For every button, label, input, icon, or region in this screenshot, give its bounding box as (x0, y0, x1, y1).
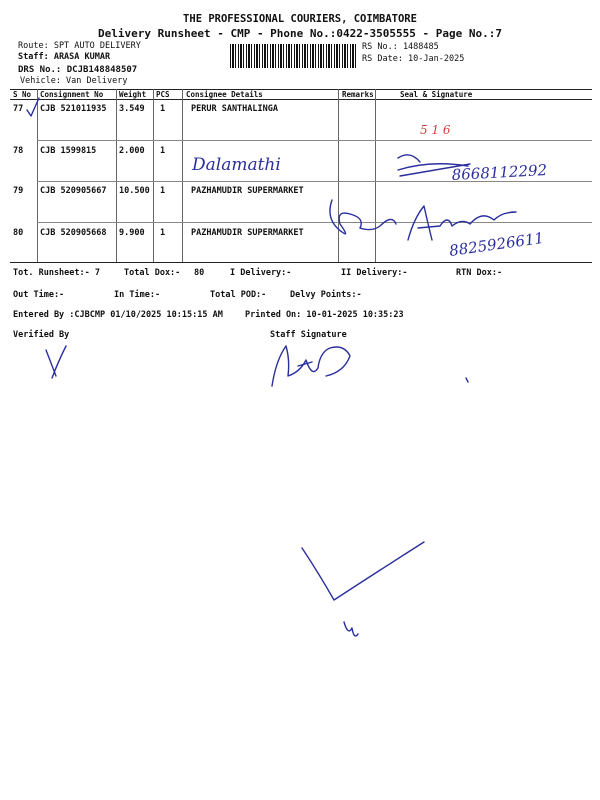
tot-runsheet: Tot. Runsheet:- 7 (13, 268, 100, 278)
row-weight: 9.900 (119, 228, 145, 238)
row-pcs: 1 (160, 104, 166, 114)
row-weight: 2.000 (119, 146, 145, 156)
company-title: THE PROFESSIONAL COURIERS, COIMBATORE (183, 13, 417, 25)
row-pcs: 1 (160, 146, 166, 156)
row-consignee: PAZHAMUDIR SUPERMARKET (191, 186, 304, 196)
col-header-consignee: Consignee Details (186, 90, 263, 99)
staff-signature-label: Staff Signature (270, 330, 347, 340)
row-sno: 79 (13, 186, 24, 196)
rs-number: RS No.: 1488485 (362, 42, 439, 52)
col-header-weight: Weight (119, 90, 147, 99)
verified-by-label: Verified By (13, 330, 70, 340)
staff-signature (272, 346, 350, 386)
handwritten-phone-78: 8668112292 (451, 161, 548, 184)
remarks-signature (330, 200, 396, 234)
row-consignment: CJB 520905668 (40, 228, 107, 238)
ii-delivery: II Delivery:- (341, 268, 408, 278)
delvy-points: Delvy Points:- (290, 290, 362, 300)
check-mark-icon (27, 98, 39, 116)
stray-mark (466, 378, 468, 382)
handwritten-name: Dalamathi (192, 155, 281, 175)
row-consignment: CJB 520905667 (40, 186, 107, 196)
rtn-dox: RTN Dox:- (456, 268, 503, 278)
red-note: 5 1 6 (420, 123, 451, 137)
total-pod: Total POD:- (210, 290, 267, 300)
total-dox-label: Total Dox:- (124, 268, 181, 278)
stray-pen-stroke (302, 542, 424, 600)
row-sno: 77 (13, 104, 24, 114)
vehicle-text: Vehicle: Van Delivery (20, 76, 128, 86)
handwritten-phone-80: 8825926611 (448, 228, 546, 260)
runsheet-subtitle: Delivery Runsheet - CMP - Phone No.:0422-3505555 - Page No.:7 (98, 27, 502, 40)
verified-mark (46, 346, 66, 378)
stray-pen-stroke (344, 622, 358, 636)
row-sno: 78 (13, 146, 24, 156)
row-weight: 10.500 (119, 186, 150, 196)
col-header-seal: Seal & Signature (400, 90, 473, 99)
route-text: Route: SPT AUTO DELIVERY (18, 41, 141, 51)
out-time: Out Time:- (13, 290, 65, 300)
row-pcs: 1 (160, 186, 166, 196)
row-pcs: 1 (160, 228, 166, 238)
row-consignment: CJB 521011935 (40, 104, 107, 114)
i-delivery: I Delivery:- (230, 268, 292, 278)
row-sno: 80 (13, 228, 24, 238)
row-consignee: PERUR SANTHALINGA (191, 104, 278, 114)
col-header-consignment: Consignment No (40, 90, 104, 99)
printed-on: Printed On: 10-01-2025 10:35:23 (245, 310, 404, 320)
row-consignee: PAZHAMUDIR SUPERMARKET (191, 228, 304, 238)
staff-text: Staff: ARASA KUMAR (18, 52, 111, 62)
row-weight: 3.549 (119, 104, 145, 114)
row-consignment: CJB 1599815 (40, 146, 97, 156)
col-header-remarks: Remarks (342, 90, 374, 99)
entered-by: Entered By :CJBCMP 01/10/2025 10:15:15 AM (13, 310, 223, 320)
col-header-sno: S No (13, 90, 32, 99)
rs-date: RS Date: 10-Jan-2025 (362, 54, 465, 64)
col-header-pcs: PCS (156, 90, 170, 99)
total-dox-value: 80 (194, 268, 205, 278)
drs-number: DRS No.: DCJB148848507 (18, 65, 138, 75)
in-time: In Time:- (114, 290, 161, 300)
